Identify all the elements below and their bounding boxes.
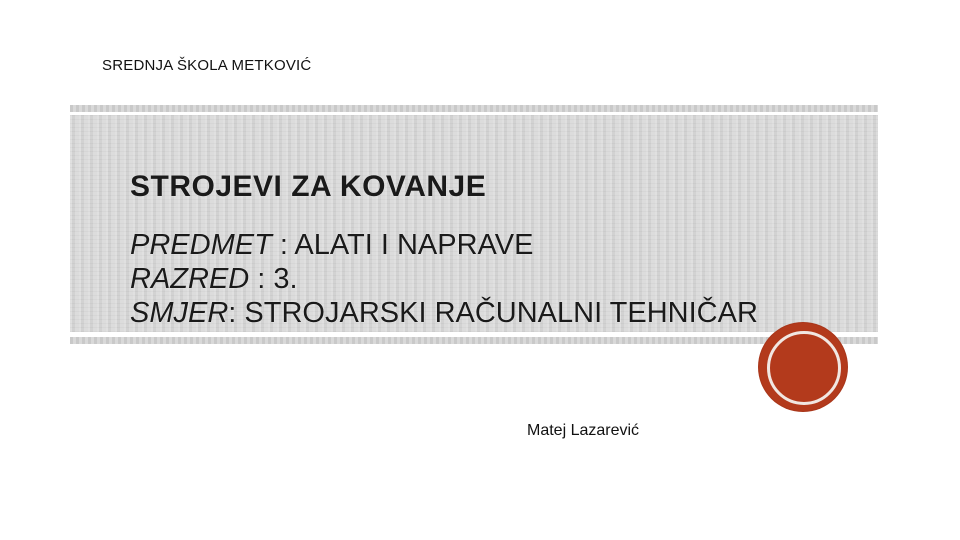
info-separator: : — [228, 297, 245, 329]
info-line-grade — [130, 262, 758, 296]
info-value: 3. — [273, 263, 298, 295]
info-value: STROJARSKI RAČUNALNI TEHNIČAR — [244, 297, 758, 329]
info-line-track — [130, 296, 758, 330]
school-name: SREDNJA ŠKOLA METKOVIĆ — [102, 57, 312, 74]
info-separator: : — [271, 229, 295, 261]
author-name: Matej Lazarević — [527, 422, 640, 439]
band-bottom-border — [70, 337, 878, 344]
band-top-border — [70, 105, 878, 112]
info-key: SMJER — [130, 297, 229, 329]
slide-title: STROJEVI ZA KOVANJE — [130, 170, 487, 203]
decorative-circle-icon — [759, 323, 847, 411]
info-block — [130, 228, 758, 330]
info-key: PREDMET — [130, 229, 272, 261]
info-key: RAZRED — [130, 263, 250, 295]
info-separator: : — [249, 263, 274, 295]
info-value: ALATI I NAPRAVE — [294, 229, 534, 261]
info-line-subject — [130, 228, 758, 262]
circle-ring — [767, 331, 841, 405]
